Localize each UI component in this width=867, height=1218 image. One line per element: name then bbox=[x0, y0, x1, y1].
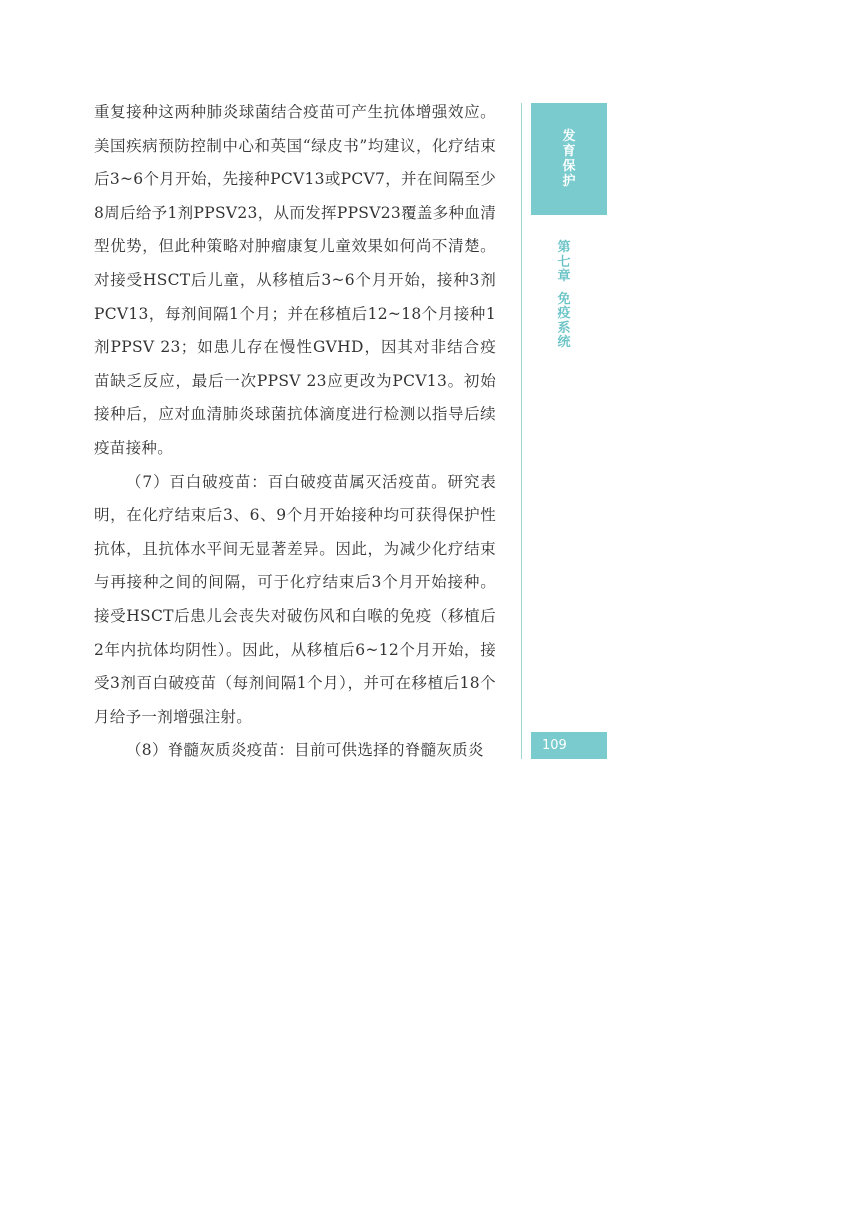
chapter-char: 七 bbox=[557, 254, 571, 270]
chapter-label bbox=[555, 241, 573, 351]
section-tab-char: 护 bbox=[562, 174, 576, 189]
chapter-char: 第 bbox=[557, 240, 571, 255]
page-number: 109 bbox=[531, 732, 607, 759]
chapter-char: 章 bbox=[557, 269, 571, 284]
section-tab-char: 育 bbox=[562, 144, 576, 159]
chapter-char: 疫 bbox=[557, 306, 571, 321]
vertical-divider bbox=[521, 103, 522, 759]
chapter-char: 统 bbox=[557, 335, 571, 350]
section-tab-char: 保 bbox=[562, 159, 576, 174]
section-tab-char: 发 bbox=[562, 129, 576, 144]
paragraph-polio: （8）脊髓灰质炎疫苗：目前可供选择的脊髓灰质炎 bbox=[126, 741, 484, 760]
chapter-char: 系 bbox=[557, 320, 571, 336]
paragraph-dtp: （7）百白破疫苗：百白破疫苗属灭活疫苗。研究表明，在化疗结束后3、6、9个月开始接种均可获得保护性抗体，且抗体水平间无显著差异。因此，为减少化疗结束与再接种之间的间隔，可于化疗结束后3个月开始接种。接受HSCT后患儿会丧失对破伤风和白喉的免疫（移植后2年内抗体均阴性）。因此，从移植后6~12个月开始，接受3剂百白破疫苗（每剂间隔1个月），并可在移植后18个月给予一剂增强注射。 bbox=[94, 472, 496, 726]
chapter-char: 免 bbox=[557, 291, 571, 307]
section-tab bbox=[531, 103, 607, 215]
paragraph-pneumococcal: 重复接种这两种肺炎球菌结合疫苗可产生抗体增强效应。美国疾病预防控制中心和英国“绿皮书”均建议，化疗结束后3~6个月开始，先接种PCV13或PCV7，并在间隔至少8周后给予1剂PPSV23，从而发挥PPSV23覆盖多种血清型优势，但此种策略对肿瘤康复儿童效果如何尚不清楚。对接受HSCT后儿童，从移植后3~6个月开始，接种3剂PCV13，每剂间隔1个月；并在移植后12~18个月接种1剂PPSV 23；如患儿存在慢性GVHD，因其对非结合疫苗缺乏反应，最后一次PPSV 23应更改为PCV13。初始接种后，应对血清肺炎球菌抗体滴度进行检测以指导后续疫苗接种。 bbox=[94, 103, 496, 457]
body-text bbox=[94, 96, 496, 768]
